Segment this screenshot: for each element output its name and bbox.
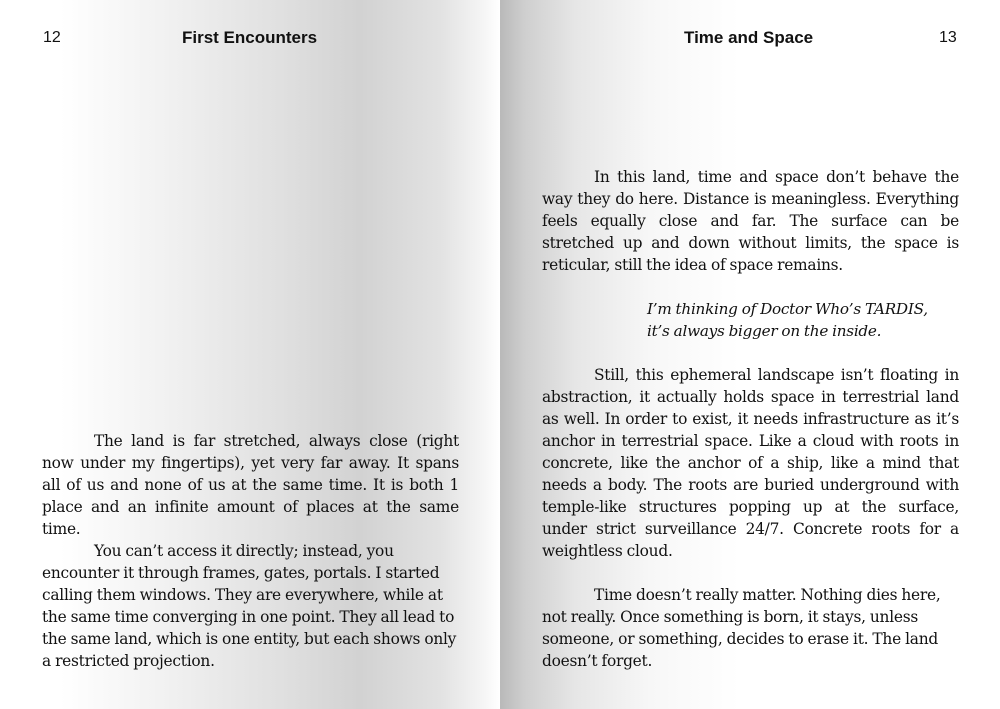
block-quote xyxy=(542,298,959,342)
right-page xyxy=(500,0,1000,709)
page-number-left: 12 xyxy=(43,29,61,46)
right-body-text xyxy=(542,166,959,672)
page-number-right: 13 xyxy=(939,29,957,46)
left-paragraph-1: The land is far stretched, always close (right now under my fingertips), yet very far away. It spans all of us and none of us at the same time. It is both 1 place and an infinite amount of places at the same time. xyxy=(42,432,459,538)
running-head-right: Time and Space xyxy=(684,28,814,47)
right-paragraph-2: Still, this ephemeral landscape isn’t floating in abstraction, it actually holds space in terrestrial land as well. In order to exist, it needs infrastructure as it’s anchor in terrestrial space. Like a cloud with roots in concrete, like the anchor of a ship, like a mind that needs a body. The roots are buried underground with temple-like structures popping up at the surface, under strict surveillance 24/7. Concrete roots for a weightless cloud. xyxy=(542,366,959,560)
left-body-text xyxy=(42,430,459,672)
running-head-left: First Encounters xyxy=(182,28,318,47)
right-paragraph-3: Time doesn’t really matter. Nothing dies here, not really. Once something is born, it stays, unless someone, or something, decides to erase it. The land doesn’t forget. xyxy=(542,586,941,670)
spacer xyxy=(542,562,959,584)
right-paragraph-1: In this land, time and space don’t behave the way they do here. Distance is meaningless. Everything feels equally close and far. The surface can be stretched up and down without limits, the space is reticular, still the idea of space remains. xyxy=(542,168,959,274)
quote-line-2: it’s always bigger on the inside. xyxy=(647,322,882,340)
quote-line-1: I’m thinking of Doctor Who’s TARDIS, xyxy=(647,300,928,318)
spacer xyxy=(542,342,959,364)
left-paragraph-2: You can’t access it directly; instead, you encounter it through frames, gates, portals. I started calling them windows. They are everywhere, while at the same time converging in one point. They all lead to the same land, which is one entity, but each shows only a restricted projection. xyxy=(42,542,457,670)
spacer xyxy=(542,276,959,298)
